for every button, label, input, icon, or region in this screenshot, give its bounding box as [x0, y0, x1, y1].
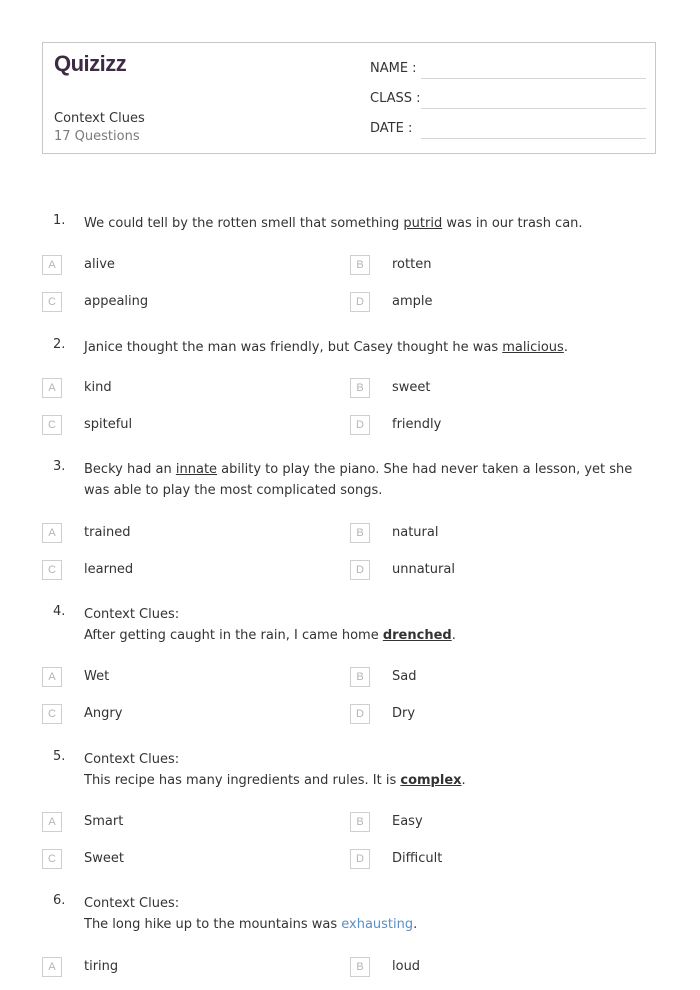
key-word: malicious	[502, 340, 564, 355]
option-letter-box: A	[42, 812, 62, 832]
key-word: drenched	[382, 628, 452, 643]
option-text: kind	[84, 380, 112, 395]
question-text: Becky had an innate ability to play the piano. She had never taken a lesson, yet she was able to play the most complicated songs.	[84, 462, 633, 498]
question-heading: Context Clues:	[84, 752, 180, 767]
question-count: 17 Questions	[54, 129, 140, 144]
option-text: Easy	[392, 814, 423, 829]
question-number: 3.	[53, 459, 66, 474]
option-text: Angry	[84, 706, 123, 721]
option-text: tiring	[84, 959, 119, 974]
option-text: Sweet	[84, 851, 124, 866]
option-letter-box: A	[42, 255, 62, 275]
question-heading: Context Clues:	[84, 896, 180, 911]
option-text: friendly	[392, 417, 442, 432]
question-text: We could tell by the rotten smell that something putrid was in our trash can.	[84, 216, 583, 231]
option-letter-box: B	[350, 523, 370, 543]
option-letter-box: B	[350, 812, 370, 832]
worksheet-title: Context Clues	[54, 111, 145, 126]
option-letter-box: D	[350, 704, 370, 724]
option-text: rotten	[392, 257, 432, 272]
key-word: complex	[400, 773, 462, 788]
option-letter-box: C	[42, 292, 62, 312]
option-letter-box: A	[42, 667, 62, 687]
option-letter-box: C	[42, 415, 62, 435]
option-text: alive	[84, 257, 115, 272]
class-label: CLASS :	[370, 91, 421, 106]
option-letter-box: A	[42, 378, 62, 398]
question-text: Context Clues: The long hike up to the mountains was exhausting.	[84, 893, 654, 935]
question-text: Context Clues: After getting caught in the rain, I came home drenched.	[84, 604, 654, 646]
option-text: Smart	[84, 814, 124, 829]
question-number: 4.	[53, 604, 66, 619]
option-letter-box: B	[350, 667, 370, 687]
option-text: sweet	[392, 380, 431, 395]
option-letter-box: B	[350, 255, 370, 275]
key-word-link[interactable]: exhausting	[341, 917, 414, 932]
option-text: Wet	[84, 669, 110, 684]
key-word: innate	[175, 462, 218, 477]
option-text: natural	[392, 525, 439, 540]
date-label: DATE :	[370, 121, 413, 136]
question-heading: Context Clues:	[84, 607, 180, 622]
option-text: Sad	[392, 669, 417, 684]
key-word: putrid	[403, 216, 443, 231]
date-field[interactable]	[421, 138, 646, 139]
question-number: 2.	[53, 337, 66, 352]
option-letter-box: B	[350, 957, 370, 977]
option-text: Difficult	[392, 851, 443, 866]
name-field[interactable]	[421, 78, 646, 79]
option-text: Dry	[392, 706, 416, 721]
option-text: appealing	[84, 294, 149, 309]
question-number: 6.	[53, 893, 66, 908]
option-letter-box: C	[42, 704, 62, 724]
option-letter-box: B	[350, 378, 370, 398]
option-text: unnatural	[392, 562, 455, 577]
option-text: ample	[392, 294, 433, 309]
worksheet-header	[42, 42, 656, 154]
question-text: Janice thought the man was friendly, but Casey thought he was malicious.	[84, 340, 568, 355]
option-text: spiteful	[84, 417, 133, 432]
question-text: Context Clues: This recipe has many ingredients and rules. It is complex.	[84, 749, 654, 791]
question-number: 1.	[53, 213, 66, 228]
class-field[interactable]	[421, 108, 646, 109]
option-letter-box: D	[350, 415, 370, 435]
option-letter-box: D	[350, 292, 370, 312]
option-letter-box: C	[42, 849, 62, 869]
question-number: 5.	[53, 749, 66, 764]
option-letter-box: D	[350, 849, 370, 869]
option-letter-box: A	[42, 523, 62, 543]
option-letter-box: D	[350, 560, 370, 580]
option-text: trained	[84, 525, 131, 540]
option-text: loud	[392, 959, 421, 974]
option-text: learned	[84, 562, 134, 577]
option-letter-box: A	[42, 957, 62, 977]
option-letter-box: C	[42, 560, 62, 580]
name-label: NAME :	[370, 61, 417, 76]
quizizz-logo: Quizizz	[54, 51, 127, 76]
